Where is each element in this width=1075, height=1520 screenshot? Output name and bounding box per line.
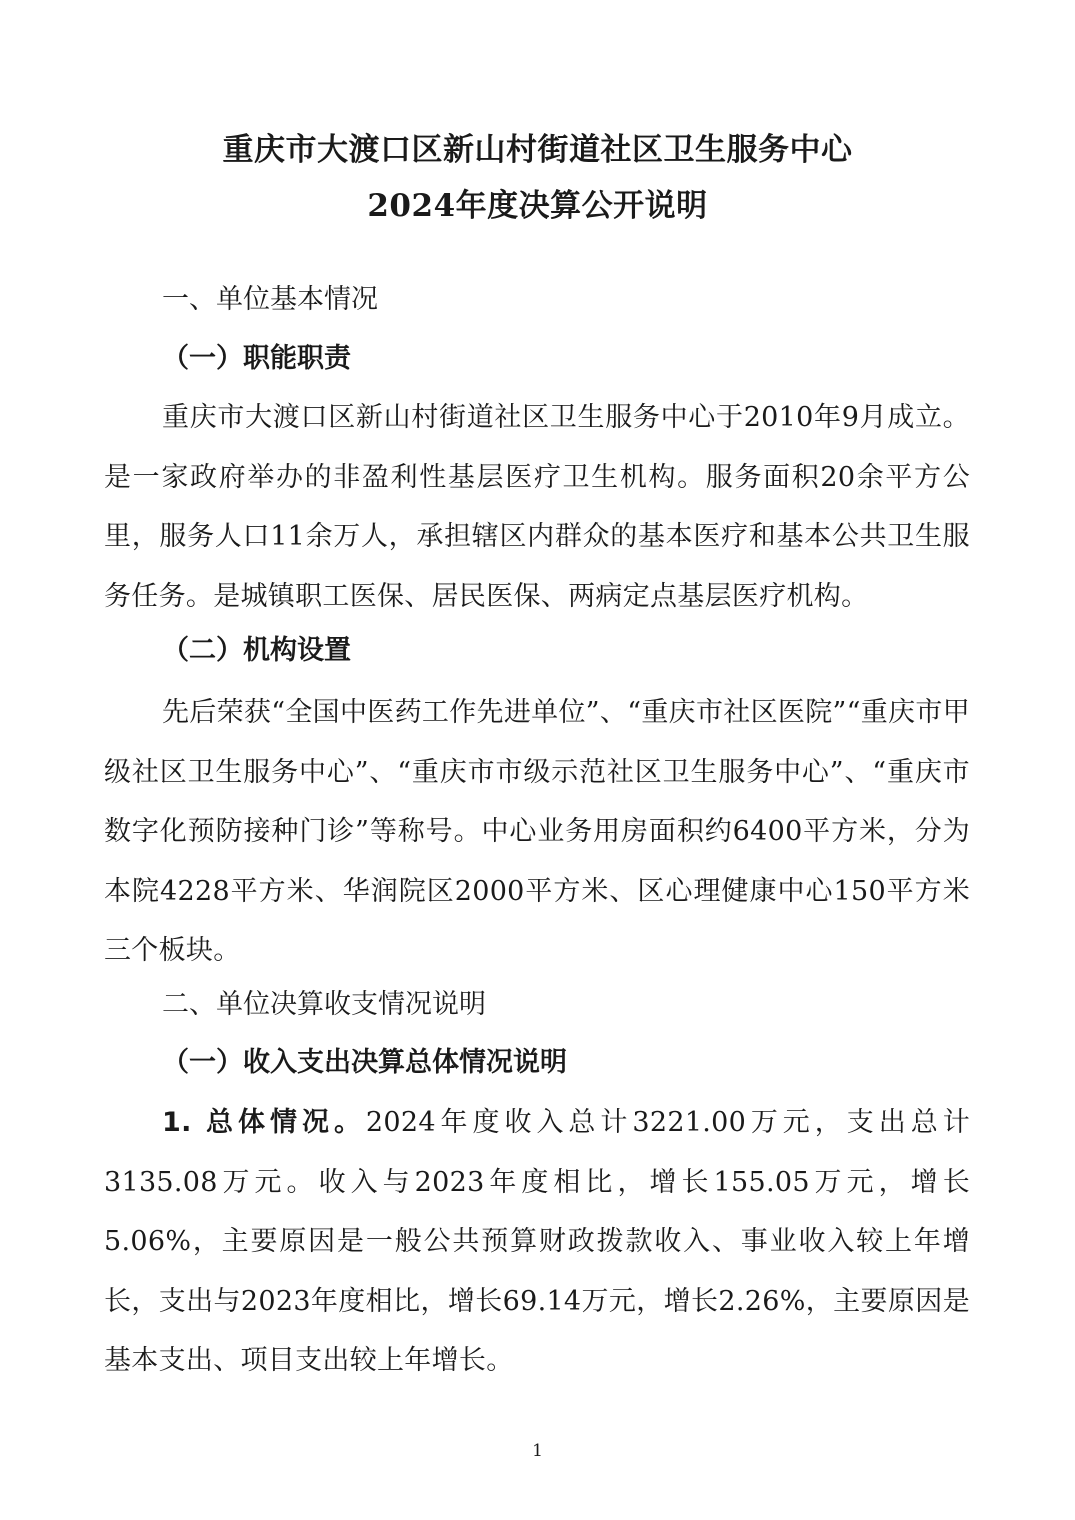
overview-text: 2024年度收入总计3221.00万元，支出总计3135.08万元。收入与2023年度相比，增长155.05万元，增长5.06%，主要原因是一般公共预算财政拨款收入、事业收入较上年增长，支出与2023年度相比，增长69.14万元，增长2.26%，主要原因是基本支出、项目支出较上年增长。 <box>104 1107 970 1376</box>
paragraph-overview <box>104 1093 970 1391</box>
subsection-heading-organization: （二）机构设置 <box>162 635 351 666</box>
overview-lead: 1. 总体情况。 <box>162 1107 366 1138</box>
page-number: 1 <box>532 1441 543 1461</box>
section-heading-budget: 二、单位决算收支情况说明 <box>162 989 486 1020</box>
paragraph-organization: 先后荣获“全国中医药工作先进单位”、“重庆市社区医院”“重庆市甲级社区卫生服务中心”、“重庆市市级示范社区卫生服务中心”、“重庆市数字化预防接种门诊”等称号。中心业务用房面积约6400平方米，分为本院4228平方米、华润院区2000平方米、区心理健康中心150平方米三个板块。 <box>104 697 970 966</box>
subsection-heading-overview: （一）收入支出决算总体情况说明 <box>162 1047 567 1078</box>
subsection-heading-functions: （一）职能职责 <box>162 343 351 374</box>
document-title-line1: 重庆市大渡口区新山村街道社区卫生服务中心 <box>222 132 853 168</box>
document-title-line2: 2024年度决算公开说明 <box>367 188 708 224</box>
section-heading-basic-info: 一、单位基本情况 <box>162 284 378 315</box>
paragraph-functions: 重庆市大渡口区新山村街道社区卫生服务中心于2010年9月成立。是一家政府举办的非盈利性基层医疗卫生机构。服务面积20余平方公里，服务人口11余万人，承担辖区内群众的基本医疗和基本公共卫生服务任务。是城镇职工医保、居民医保、两病定点基层医疗机构。 <box>104 402 970 612</box>
